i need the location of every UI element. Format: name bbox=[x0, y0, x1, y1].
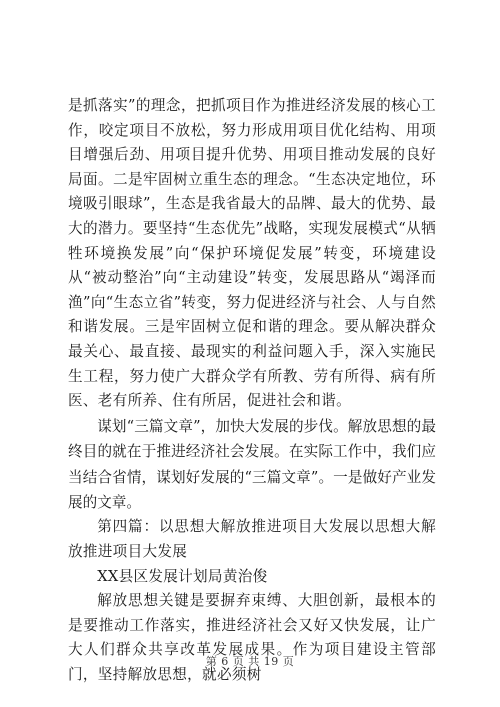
document-body bbox=[68, 94, 436, 688]
paragraph-ecology-harmony: 是抓落实”的理念，把抓项目作为推进经济发展的核心工作，咬定项目不放松，努力形成用项目优化结构、用项目增强后劲、用项目提升优势、用项目推动发展的良好局面。二是牢固树立重生态的理念。“生态决定地位，环境吸引眼球”，生态是我省最大的品牌、最大的优势、最大的潜力。要坚持“生态优先”战略，实现发展模式“从牺牲环境换发展”向“保护环境促发展”转变，环境建设从“被动整治”向“主动建设”转变，发展思路从“竭泽而渔”向“生态立省”转变，努力促进经济与社会、人与自然和谐发展。三是牢固树立促和谐的理念。要从解决群众最关心、最直接、最现实的利益问题入手，深入实施民生工程，努力使广大群众学有所教、劳有所得、病有所医、老有所养、住有所居，促进社会和谐。 bbox=[68, 97, 436, 410]
paragraph-three-articles: 谋划“三篇文章”，加快大发展的步伐。解放思想的最终目的就在于推进经济社会发展。在实际工作中，我们应当结合省情，谋划好发展的“三篇文章”。一是做好产业发展的文章。 bbox=[68, 417, 436, 511]
paragraph-liberation-thought: 解放思想关键是要摒弃束缚、大胆创新，最根本的是要推动工作落实，推进经济社会又好又快发展，让广大人们群众共享改革发展成果。作为项目建设主管部门，坚持解放思想，就必须树 bbox=[68, 592, 436, 683]
paragraph-chapter-four-title: 第四篇：以思想大解放推进项目大发展以思想大解放推进项目大发展 bbox=[68, 518, 436, 560]
paragraph-author-line: XX县区发展计划局黄治俊 bbox=[97, 567, 268, 585]
page-number-footer: 第 6 页 共 19 页 bbox=[205, 655, 295, 668]
